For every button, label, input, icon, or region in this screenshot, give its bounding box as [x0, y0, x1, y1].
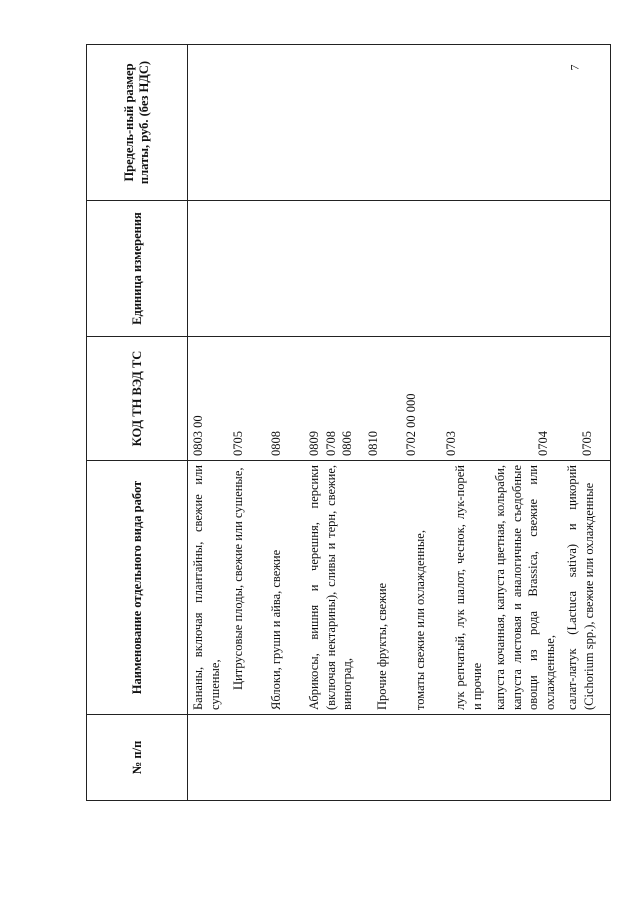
item-code: 0703: [444, 431, 458, 456]
unit-cell: [188, 201, 611, 337]
item-code: 0708: [323, 431, 338, 456]
table-row: [188, 45, 611, 801]
item-name: лук репчатый, лук шалот, чеснок, лук-порей и прочие: [453, 465, 484, 710]
item-name: салат-латук (Lactuca sativa) и цикорий (Cichorium spp.), свежие или охлажденные: [565, 465, 596, 710]
item-name: Прочие фрукты, свежие: [375, 582, 389, 710]
code-cell: [188, 337, 611, 461]
item-name: томаты свежие или охлажденные,: [413, 530, 427, 710]
item-code: 0702 00 000: [404, 393, 418, 456]
rotated-table-frame: [86, 45, 596, 801]
header-num: № п/п: [87, 715, 188, 801]
name-cell: [188, 461, 611, 715]
table-container: [86, 45, 596, 801]
item-code: 0705: [579, 431, 594, 456]
header-code: КОД ТН ВЭД ТС: [87, 337, 188, 461]
item-name: Цитрусовые плоды, свежие или сушеные,: [231, 467, 245, 690]
header-row: [87, 45, 188, 801]
item-name: Яблоки, груши и айва, свежие: [269, 549, 283, 710]
header-unit: Единица измерения: [87, 201, 188, 337]
item-code: 0808: [269, 431, 283, 456]
item-name: Бананы, включая плантайны, свежие или сушеные,: [191, 465, 222, 710]
price-table: [86, 44, 611, 801]
item-code: 0806: [340, 431, 354, 456]
item-name: капуста кочанная, капуста цветная, кольраби, капуста листовая и аналогичные съедобные овощи из рода Brassica, свежие или охлажденные,: [493, 465, 557, 710]
item-code: 0803 00: [191, 415, 205, 456]
header-name: Наименование отдельного вида работ: [87, 461, 188, 715]
item-code: 0704: [535, 431, 550, 456]
item-code: 0810: [366, 431, 380, 456]
header-price: Предель-ный размер платы, руб. (без НДС): [87, 45, 188, 201]
price-cell: [188, 45, 611, 201]
item-code: 0809: [307, 431, 321, 456]
num-cell: [188, 715, 611, 801]
page-number: 7: [567, 64, 582, 71]
item-name: Абрикосы, вишня и черешня, персики (включая нектарины), сливы и терн, свежие, виноград,: [307, 465, 354, 710]
item-code: 0705: [231, 431, 245, 456]
